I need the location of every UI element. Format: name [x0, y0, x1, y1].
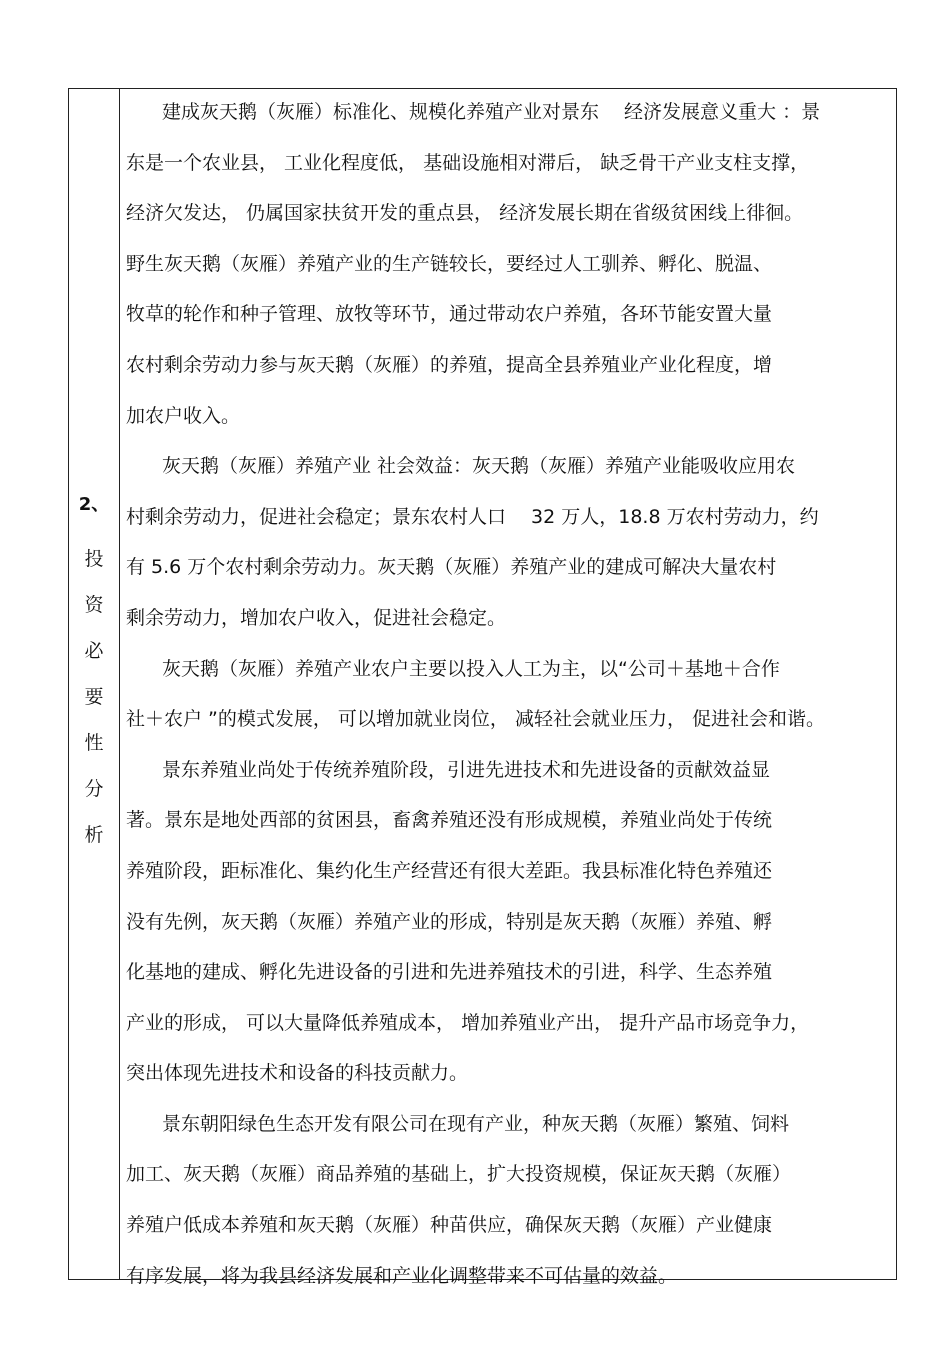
row-label-char: 性 [84, 732, 104, 754]
text-line: 社＋农户 ”的模式发展， 可以增加就业岗位， 减轻社会就业压力， 促进社会和谐。 [126, 708, 826, 731]
text-line: 灰天鹅（灰雁）养殖产业 社会效益：灰天鹅（灰雁）养殖产业能吸收应用农 [162, 455, 796, 478]
text-line: 加工、灰天鹅（灰雁）商品养殖的基础上，扩大投资规模，保证灰天鹅（灰雁） [126, 1163, 792, 1186]
text-line: 化基地的建成、孵化先进设备的引进和先进养殖技术的引进，科学、生态养殖 [126, 961, 773, 984]
text-line: 农村剩余劳动力参与灰天鹅（灰雁）的养殖，提高全县养殖业产业化程度，增 [126, 353, 773, 376]
row-label [70, 490, 118, 858]
row-label-char: 分 [84, 778, 104, 800]
row-label-char: 析 [84, 824, 104, 846]
text-line: 野生灰天鹅（灰雁）养殖产业的生产链较长，要经过人工驯养、孵化、脱温、 [126, 252, 773, 275]
text-line: 灰天鹅（灰雁）养殖产业农户主要以投入人工为主，以“公司＋基地＋合作 [162, 657, 780, 680]
text-line: 景东朝阳绿色生态开发有限公司在现有产业，种灰天鹅（灰雁）繁殖、饲料 [162, 1112, 790, 1135]
text-line: 经济欠发达， 仍属国家扶贫开发的重点县， 经济发展长期在省级贫困线上徘徊。 [126, 202, 804, 225]
text-line: 产业的形成， 可以大量降低养殖成本， 增加养殖业产出， 提升产品市场竞争力， [126, 1011, 810, 1034]
text-line: 加农户收入。 [126, 404, 241, 427]
text-line: 东是一个农业县， 工业化程度低， 基础设施相对滞后， 缺乏骨干产业支柱支撑， [126, 151, 810, 174]
column-divider [119, 88, 120, 1280]
text-line: 突出体现先进技术和设备的科技贡献力。 [126, 1062, 469, 1085]
text-line: 牧草的轮作和种子管理、放牧等环节，通过带动农户养殖，各环节能安置大量 [126, 303, 773, 326]
text-line: 养殖阶段，距标准化、集约化生产经营还有很大差距。我县标准化特色养殖还 [126, 859, 773, 882]
text-line: 有 5.6 万个农村剩余劳动力。灰天鹅（灰雁）养殖产业的建成可解决大量农村 [126, 556, 777, 579]
text-line: 养殖户低成本养殖和灰天鹅（灰雁）种苗供应，确保灰天鹅（灰雁）产业健康 [126, 1214, 773, 1237]
text-line: 剩余劳动力，增加农户收入，促进社会稳定。 [126, 606, 507, 629]
row-label-char: 必 [84, 640, 104, 662]
text-line: 著。景东是地处西部的贫困县，畜禽养殖还没有形成规模，养殖业尚处于传统 [126, 809, 773, 832]
text-line: 景东养殖业尚处于传统养殖阶段，引进先进技术和先进设备的贡献效益显 [162, 758, 771, 781]
row-label-char: 资 [84, 594, 104, 616]
analysis-content [126, 94, 892, 1308]
text-line: 建成灰天鹅（灰雁）标准化、规模化养殖产业对景东 经济发展意义重大 ：景 [162, 101, 821, 123]
row-label-char: 要 [84, 686, 104, 708]
text-line: 没有先例，灰天鹅（灰雁）养殖产业的形成，特别是灰天鹅（灰雁）养殖、孵 [126, 910, 773, 933]
row-label-char: 投 [84, 548, 104, 570]
text-line: 有序发展，将为我县经济发展和产业化调整带来不可估量的效益。 [126, 1264, 678, 1287]
row-label-number: 2、 [78, 494, 110, 515]
text-line: 村剩余劳动力，促进社会稳定；景东农村人口 32 万人，18.8 万农村劳动力，约 [126, 505, 819, 528]
